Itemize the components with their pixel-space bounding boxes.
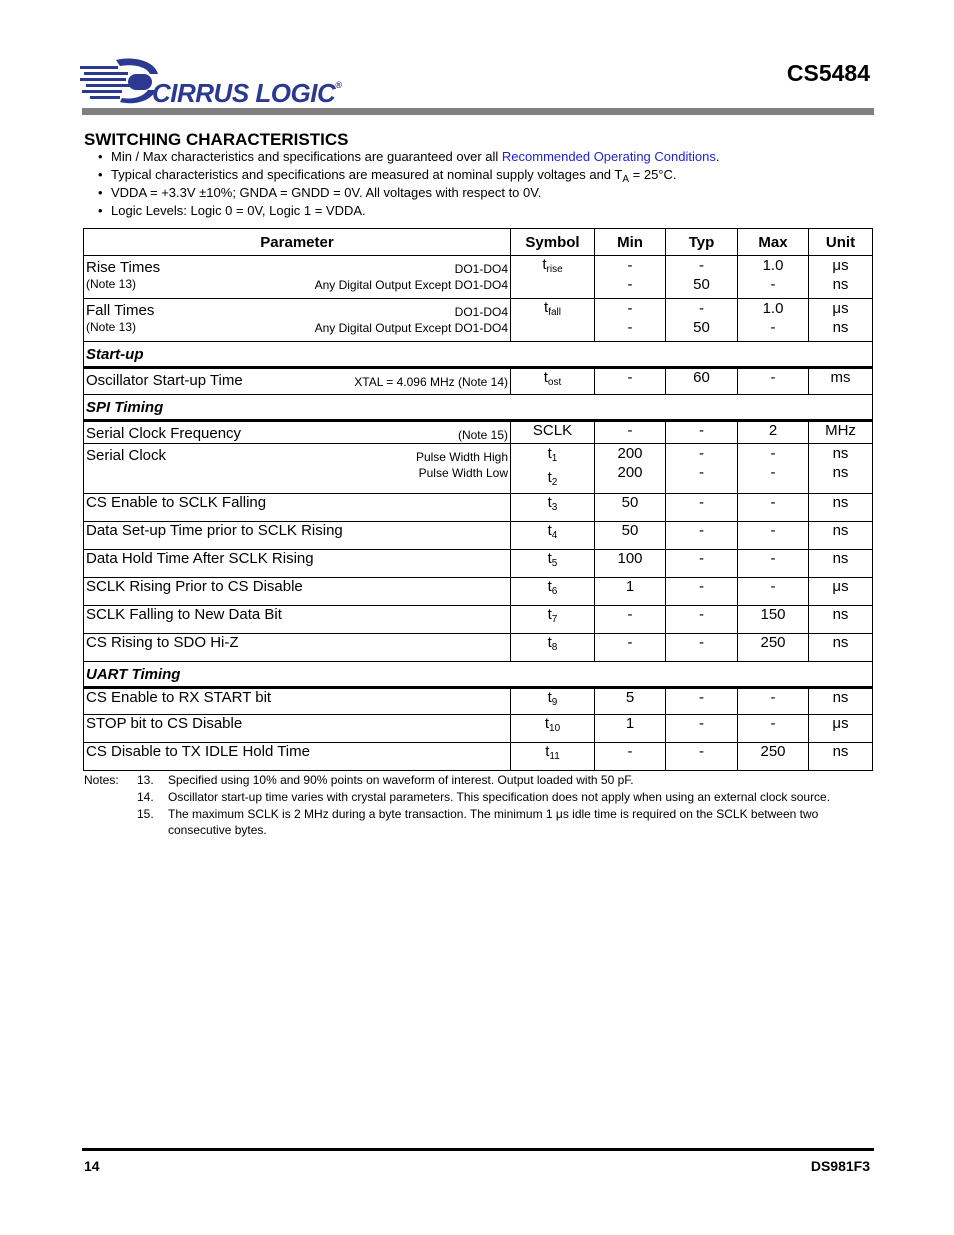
col-header-parameter: Parameter: [84, 229, 511, 256]
symbol-cell: $t_5$: [511, 550, 595, 578]
recommended-conditions-link[interactable]: Recommended Operating Conditions: [501, 149, 716, 164]
table-row: Data Set-up Time prior to SCLK Rising $t_4$ 50 - - ns: [84, 522, 873, 550]
symbol-cell: $t_9$: [511, 688, 595, 715]
col-header-max: Max: [738, 229, 809, 256]
header-divider: [82, 108, 874, 115]
symbol-cell: $t_6$: [511, 578, 595, 606]
table-row: Fall Times (Note 13) DO1-DO4 Any Digital Output Except DO1-DO4 $t_{fall}$ - - - 50 1.0 - μs ns: [84, 299, 873, 342]
page-number: 14: [84, 1158, 100, 1174]
document-id: DS981F3: [810, 1158, 870, 1174]
symbol-cell: SCLK: [511, 421, 595, 444]
conditions-list: [98, 148, 719, 220]
condition-item: • VDDA = +3.3V ±10%; GNDA = GNDD = 0V. All voltages with respect to 0V.: [98, 184, 719, 202]
section-row-spi: SPI Timing: [84, 395, 873, 421]
table-row: Serial Clock Pulse Width High Pulse Width Low $t_1$ $t_2$ 200 200 - - - - ns ns: [84, 444, 873, 494]
symbol-cell: $t_7$: [511, 606, 595, 634]
symbol-cell: $t_3$: [511, 494, 595, 522]
param-name: Rise Times: [86, 259, 161, 276]
condition-item: • Logic Levels: Logic 0 = 0V, Logic 1 = VDDA.: [98, 202, 719, 220]
table-row: SCLK Rising Prior to $\overline{CS}$ Disable $t_6$ 1 - - μs: [84, 578, 873, 606]
logo-wordmark: CIRRUS LOGIC®: [152, 78, 342, 108]
symbol-cell: $t_{10}$: [511, 715, 595, 743]
symbol-cell: $t_8$: [511, 634, 595, 662]
table-row: STOP bit to $\overline{CS}$ Disable $t_{10}$ 1 - - μs: [84, 715, 873, 743]
table-row: SCLK Falling to New Data Bit $t_7$ - - 150 ns: [84, 606, 873, 634]
table-row: $\overline{CS}$ Enable to RX START bit $t_9$ 5 - - ns: [84, 688, 873, 715]
table-row: Rise Times (Note 13) DO1-DO4 Any Digital Output Except DO1-DO4 $t_{rise}$ - - - 50 1.0 - μs ns: [84, 256, 873, 299]
symbol-cell: $t_{11}$: [511, 743, 595, 771]
col-header-min: Min: [595, 229, 666, 256]
symbol-cell: $t_{rise}$: [511, 256, 595, 299]
param-note: (Note 13): [86, 277, 137, 291]
switching-characteristics-table: [83, 228, 873, 771]
table-row: Data Hold Time After SCLK Rising $t_5$ 100 - - ns: [84, 550, 873, 578]
col-header-typ: Typ: [666, 229, 738, 256]
condition-item: • Typical characteristics and specifications are measured at nominal supply voltages and $T_A = 25^\circ C$.: [98, 166, 719, 184]
symbol-cell: $t_1$ $t_2$: [511, 444, 595, 494]
section-title: SWITCHING CHARACTERISTICS: [84, 130, 349, 149]
symbol-cell: $t_4$: [511, 522, 595, 550]
section-row-uart: UART Timing: [84, 662, 873, 688]
table-row: Oscillator Start-up Time XTAL = 4.096 MHz (Note 14) $t_{ost}$ - 60 - ms: [84, 368, 873, 395]
col-header-symbol: Symbol: [511, 229, 595, 256]
symbol-cell: $t_{fall}$: [511, 299, 595, 342]
table-row: Serial Clock Frequency (Note 15) SCLK - - 2 MHz: [84, 421, 873, 444]
notes-label: Notes:: [84, 773, 119, 787]
part-number: CS5484: [786, 60, 870, 86]
table-row: $\overline{CS}$ Rising to SDO Hi-Z $t_8$ - - 250 ns: [84, 634, 873, 662]
section-row-startup: Start-up: [84, 342, 873, 368]
footer-divider: [82, 1148, 874, 1151]
param-note: (Note 13): [86, 320, 137, 334]
condition-item: • Min / Max characteristics and specifications are guaranteed over all Recommended Operating Conditions.: [98, 148, 719, 166]
symbol-cell: $t_{ost}$: [511, 368, 595, 395]
table-row: $\overline{CS}$ Disable to TX IDLE Hold Time $t_{11}$ - - 250 ns: [84, 743, 873, 771]
col-header-unit: Unit: [809, 229, 873, 256]
param-name: Fall Times: [86, 302, 155, 319]
table-header-row: [84, 229, 873, 256]
table-row: $\overline{CS}$ Enable to SCLK Falling $t_3$ 50 - - ns: [84, 494, 873, 522]
